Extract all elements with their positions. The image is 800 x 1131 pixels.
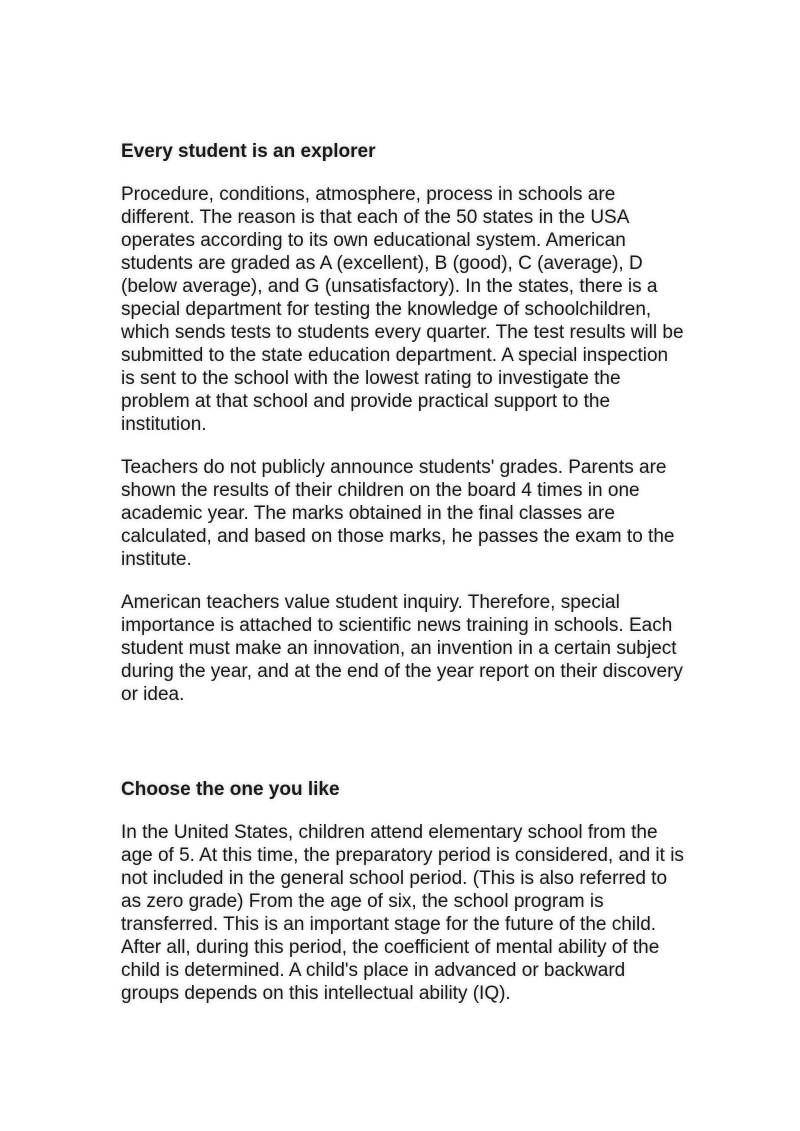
document-content — [121, 140, 686, 1025]
paragraph: American teachers value student inquiry. Therefore, special importance is attached to scientific news training in schools. Each student must make an innovation, an invention in a certain subject during the year, and at the end of the year report on their discovery or idea. — [121, 592, 683, 705]
paragraph: In the United States, children attend elementary school from the age of 5. At this time, the preparatory period is considered, and it is not included in the general school period. (This is also referred to as zero grade) From the age of six, the school program is transferred. This is an important stage for the future of the child. After all, during this period, the coefficient of mental ability of the child is determined. A child's place in advanced or backward groups depends on this intellectual ability (IQ). — [121, 822, 684, 1004]
section-choose — [121, 778, 686, 1005]
section-heading: Every student is an explorer — [121, 141, 376, 162]
section-spacer — [121, 726, 686, 778]
paragraph: Procedure, conditions, atmosphere, process in schools are different. The reason is that each of the 50 states in the USA operates according to its own educational system. American students are graded as A (excellent), B (good), C (average), D (below average), and G (unsatisfactory). In the states, there is a special department for testing the knowledge of schoolchildren, which sends tests to students every quarter. The test results will be submitted to the state education department. A special inspection is sent to the school with the lowest rating to investigate the problem at that school and provide practical support to the institution. — [121, 184, 684, 435]
section-explorer — [121, 140, 686, 706]
paragraph: Teachers do not publicly announce students' grades. Parents are shown the results of their children on the board 4 times in one academic year. The marks obtained in the final classes are calculated, and based on those marks, he passes the exam to the institute. — [121, 457, 675, 570]
section-heading: Choose the one you like — [121, 779, 340, 800]
